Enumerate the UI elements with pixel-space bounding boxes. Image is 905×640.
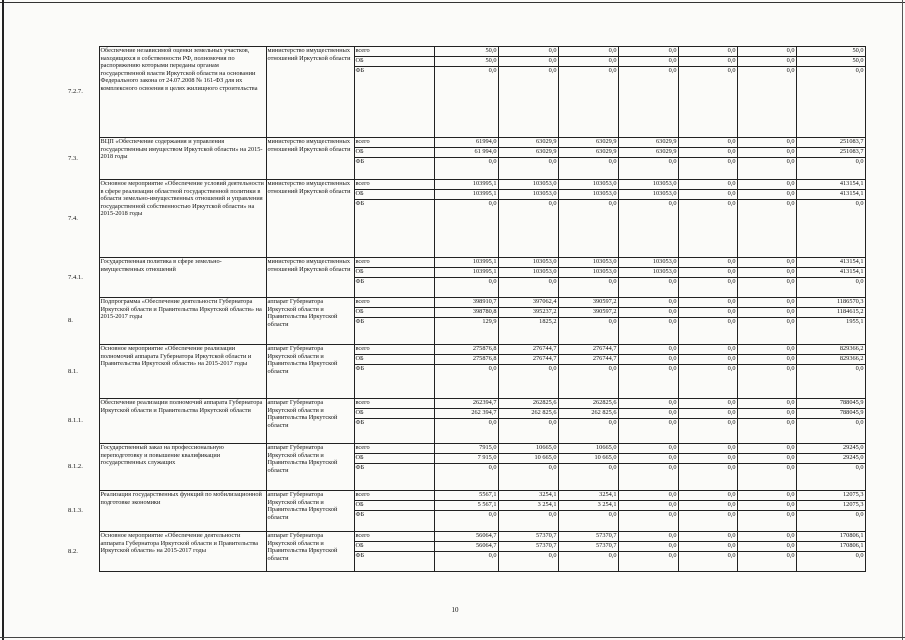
funding-source: всего	[354, 138, 434, 148]
value-cell: 0,0	[737, 190, 796, 200]
value-total: 29245,0	[796, 444, 865, 454]
row-executor: аппарат Губернатора Иркутской области и Правительства Иркутской области	[266, 491, 354, 532]
value-cell: 390597,2	[558, 308, 618, 318]
value-cell: 103053,0	[558, 258, 618, 268]
value-cell: 63029,9	[618, 138, 678, 148]
funding-source: ОБ	[354, 501, 434, 511]
value-cell: 103053,0	[558, 180, 618, 190]
value-total: 829366,2	[796, 355, 865, 365]
funding-source: ФБ	[354, 552, 434, 572]
value-cell: 275876,8	[434, 345, 498, 355]
value-cell: 63029,9	[618, 148, 678, 158]
value-cell: 0,0	[618, 47, 678, 57]
value-cell: 0,0	[618, 501, 678, 511]
funding-source: ФБ	[354, 67, 434, 138]
value-cell: 0,0	[678, 158, 737, 180]
funding-source: всего	[354, 180, 434, 190]
funding-source: ОБ	[354, 148, 434, 158]
value-cell: 0,0	[737, 532, 796, 542]
value-cell: 0,0	[737, 278, 796, 298]
value-cell: 0,0	[678, 67, 737, 138]
value-cell: 0,0	[678, 355, 737, 365]
scan-edge-top	[0, 2, 905, 3]
row-code: 8.1.1.	[89, 399, 99, 444]
value-cell: 0,0	[618, 464, 678, 491]
value-cell: 0,0	[434, 158, 498, 180]
funding-source: всего	[354, 399, 434, 409]
value-cell: 0,0	[618, 308, 678, 318]
value-cell: 7 915,0	[434, 454, 498, 464]
row-code: 8.	[89, 298, 99, 345]
value-cell: 0,0	[618, 67, 678, 138]
row-name: Основное мероприятие «Обеспечение деятельности аппарата Губернатора Иркутской области и Правительства Иркутской области» на 2015-2017 годы	[99, 532, 266, 572]
row-executor: аппарат Губернатора Иркутской области и Правительства Иркутской области	[266, 298, 354, 345]
value-cell: 5567,1	[434, 491, 498, 501]
value-cell: 103995,1	[434, 180, 498, 190]
value-cell: 262 825,6	[558, 409, 618, 419]
value-cell: 0,0	[434, 511, 498, 532]
value-cell: 0,0	[618, 318, 678, 345]
value-cell: 7915,0	[434, 444, 498, 454]
value-cell: 0,0	[678, 511, 737, 532]
value-cell: 0,0	[678, 444, 737, 454]
value-cell: 0,0	[558, 365, 618, 399]
row-name: ВЦП «Обеспечение содержания и управления государственным имуществом Иркутской области» на 2015-2018 годы	[99, 138, 266, 180]
value-cell: 262 825,6	[498, 409, 558, 419]
value-cell: 0,0	[737, 200, 796, 258]
value-cell: 262394,7	[434, 399, 498, 409]
value-cell: 276744,7	[498, 345, 558, 355]
table-row	[89, 444, 865, 454]
value-cell: 0,0	[558, 200, 618, 258]
funding-source: всего	[354, 444, 434, 454]
value-cell: 50,0	[434, 57, 498, 67]
value-cell: 0,0	[737, 444, 796, 454]
value-cell: 3254,1	[558, 491, 618, 501]
value-cell: 0,0	[737, 454, 796, 464]
value-cell: 0,0	[558, 158, 618, 180]
row-code: 8.1.	[89, 345, 99, 399]
value-cell: 0,0	[737, 298, 796, 308]
value-cell: 0,0	[737, 158, 796, 180]
value-cell: 57370,7	[558, 532, 618, 542]
value-cell: 0,0	[618, 365, 678, 399]
value-total: 829366,2	[796, 345, 865, 355]
value-cell: 56064,7	[434, 542, 498, 552]
value-cell: 0,0	[618, 454, 678, 464]
value-cell: 103053,0	[498, 258, 558, 268]
funding-source: всего	[354, 298, 434, 308]
value-total: 1186570,3	[796, 298, 865, 308]
value-cell: 3254,1	[498, 491, 558, 501]
value-cell: 0,0	[558, 318, 618, 345]
value-cell: 0,0	[434, 552, 498, 572]
value-cell: 0,0	[678, 138, 737, 148]
value-cell: 63029,9	[558, 138, 618, 148]
row-executor: аппарат Губернатора Иркутской области и Правительства Иркутской области	[266, 345, 354, 399]
value-cell: 262825,6	[498, 399, 558, 409]
value-cell: 0,0	[678, 148, 737, 158]
value-cell: 0,0	[678, 345, 737, 355]
value-cell: 0,0	[678, 501, 737, 511]
funding-source: ОБ	[354, 308, 434, 318]
value-cell: 0,0	[498, 552, 558, 572]
value-cell: 103053,0	[618, 258, 678, 268]
value-cell: 10665,0	[558, 444, 618, 454]
value-cell: 0,0	[618, 158, 678, 180]
table-row	[89, 399, 865, 409]
value-cell: 0,0	[737, 148, 796, 158]
value-cell: 103053,0	[498, 190, 558, 200]
value-cell: 103053,0	[558, 190, 618, 200]
value-cell: 0,0	[498, 365, 558, 399]
row-name: Основное мероприятие «Обеспечение условий деятельности в сфере реализации областной государственной политики в области земельно-имущественных отношений и управления государственной собственностью Иркутской области» на 2015-2018 годы	[99, 180, 266, 258]
value-cell: 0,0	[737, 419, 796, 444]
funding-source: ОБ	[354, 542, 434, 552]
value-cell: 57370,7	[558, 542, 618, 552]
value-cell: 103053,0	[558, 268, 618, 278]
value-cell: 0,0	[678, 47, 737, 57]
table-row	[89, 138, 865, 148]
table-row	[89, 298, 865, 308]
value-cell: 0,0	[737, 308, 796, 318]
value-total: 788045,9	[796, 409, 865, 419]
table-row	[89, 180, 865, 190]
funding-source: ОБ	[354, 190, 434, 200]
row-executor: министерство имущественных отношений Иркутской области	[266, 258, 354, 298]
page-number: 10	[451, 606, 459, 614]
value-total: 413154,1	[796, 268, 865, 278]
row-executor: аппарат Губернатора Иркутской области и Правительства Иркутской области	[266, 444, 354, 491]
value-cell: 103053,0	[498, 180, 558, 190]
row-code: 8.1.2.	[89, 444, 99, 491]
funding-source: ФБ	[354, 278, 434, 298]
value-cell: 0,0	[737, 552, 796, 572]
value-cell: 61994,0	[434, 138, 498, 148]
value-cell: 0,0	[678, 57, 737, 67]
value-total: 788045,9	[796, 399, 865, 409]
row-name: Государственный заказ на профессиональную переподготовку и повышение квалификации государственных служащих	[99, 444, 266, 491]
value-total: 0,0	[796, 67, 865, 138]
value-cell: 0,0	[678, 552, 737, 572]
value-cell: 0,0	[678, 532, 737, 542]
value-total: 413154,1	[796, 258, 865, 268]
row-name: Реализация государственных функций по мобилизационной подготовке экономики	[99, 491, 266, 532]
table-row	[89, 258, 865, 268]
value-total: 251083,7	[796, 138, 865, 148]
value-cell: 398910,7	[434, 298, 498, 308]
value-total: 0,0	[796, 200, 865, 258]
value-cell: 0,0	[678, 491, 737, 501]
value-cell: 0,0	[678, 464, 737, 491]
value-total: 12075,3	[796, 501, 865, 511]
value-total: 0,0	[796, 365, 865, 399]
value-cell: 0,0	[618, 200, 678, 258]
value-cell: 395237,2	[498, 308, 558, 318]
value-cell: 0,0	[434, 278, 498, 298]
value-total: 29245,0	[796, 454, 865, 464]
value-total: 170806,1	[796, 542, 865, 552]
value-cell: 61 994,0	[434, 148, 498, 158]
funding-source: ОБ	[354, 268, 434, 278]
value-cell: 0,0	[618, 491, 678, 501]
funding-source: ОБ	[354, 355, 434, 365]
value-cell: 0,0	[678, 399, 737, 409]
value-total: 0,0	[796, 464, 865, 491]
funding-source: ФБ	[354, 511, 434, 532]
value-cell: 0,0	[618, 278, 678, 298]
value-cell: 10 665,0	[558, 454, 618, 464]
value-cell: 0,0	[558, 419, 618, 444]
value-cell: 0,0	[678, 308, 737, 318]
value-cell: 276744,7	[558, 355, 618, 365]
value-cell: 0,0	[558, 511, 618, 532]
value-cell: 262825,6	[558, 399, 618, 409]
value-cell: 0,0	[618, 511, 678, 532]
value-cell: 0,0	[558, 278, 618, 298]
value-cell: 0,0	[434, 419, 498, 444]
funding-source: ФБ	[354, 200, 434, 258]
value-cell: 0,0	[737, 409, 796, 419]
value-cell: 0,0	[618, 444, 678, 454]
value-cell: 57370,7	[498, 542, 558, 552]
funding-source: ФБ	[354, 318, 434, 345]
value-cell: 0,0	[737, 491, 796, 501]
value-cell: 0,0	[498, 278, 558, 298]
value-cell: 0,0	[678, 258, 737, 268]
value-cell: 103053,0	[618, 190, 678, 200]
value-cell: 0,0	[678, 298, 737, 308]
value-cell: 0,0	[678, 180, 737, 190]
value-cell: 63029,9	[498, 138, 558, 148]
budget-table	[68, 46, 866, 572]
value-cell: 103053,0	[618, 268, 678, 278]
value-cell: 50,0	[434, 47, 498, 57]
funding-source: ОБ	[354, 57, 434, 67]
value-total: 1184615,2	[796, 308, 865, 318]
value-cell: 0,0	[498, 511, 558, 532]
value-cell: 275876,8	[434, 355, 498, 365]
value-cell: 3 254,1	[558, 501, 618, 511]
value-cell: 103053,0	[498, 268, 558, 278]
value-cell: 0,0	[678, 278, 737, 298]
table-row	[89, 345, 865, 355]
value-total: 0,0	[796, 552, 865, 572]
value-cell: 276744,7	[558, 345, 618, 355]
value-cell: 0,0	[678, 542, 737, 552]
value-cell: 0,0	[618, 399, 678, 409]
value-total: 251083,7	[796, 148, 865, 158]
funding-source: всего	[354, 491, 434, 501]
row-code: 7.3.	[89, 138, 99, 180]
row-executor: министерство имущественных отношений Иркутской области	[266, 180, 354, 258]
value-cell: 0,0	[558, 464, 618, 491]
value-cell: 0,0	[737, 345, 796, 355]
value-cell: 398780,8	[434, 308, 498, 318]
value-cell: 0,0	[618, 345, 678, 355]
value-cell: 0,0	[558, 67, 618, 138]
value-cell: 397062,4	[498, 298, 558, 308]
scan-edge-left	[2, 0, 4, 640]
value-cell: 129,9	[434, 318, 498, 345]
funding-source: ФБ	[354, 158, 434, 180]
value-cell: 0,0	[434, 365, 498, 399]
funding-source: всего	[354, 258, 434, 268]
value-cell: 0,0	[737, 318, 796, 345]
value-cell: 0,0	[678, 318, 737, 345]
value-cell: 0,0	[737, 67, 796, 138]
funding-source: ФБ	[354, 365, 434, 399]
row-name: Подпрограмма «Обеспечение деятельности Губернатора Иркутской области и Правительства Иркутской области» на 2015-2017 годы	[99, 298, 266, 345]
table-row	[89, 491, 865, 501]
value-cell: 390597,2	[558, 298, 618, 308]
value-cell: 5 567,1	[434, 501, 498, 511]
scan-edge-right	[902, 0, 903, 640]
value-cell: 0,0	[498, 47, 558, 57]
value-cell: 0,0	[618, 355, 678, 365]
value-cell: 0,0	[498, 57, 558, 67]
row-code: 8.1.3.	[89, 491, 99, 532]
value-cell: 57370,7	[498, 532, 558, 542]
value-cell: 0,0	[678, 419, 737, 444]
value-cell: 0,0	[498, 158, 558, 180]
value-total: 0,0	[796, 278, 865, 298]
row-executor: аппарат Губернатора Иркутской области и Правительства Иркутской области	[266, 399, 354, 444]
value-total: 12075,3	[796, 491, 865, 501]
value-cell: 0,0	[434, 464, 498, 491]
value-total: 0,0	[796, 158, 865, 180]
row-name: Основное мероприятие «Обеспечение реализации полномочий аппарата Губернатора Иркутской области и Правительства Иркутской области» на 2015-2017 годы	[99, 345, 266, 399]
funding-source: ОБ	[354, 409, 434, 419]
value-cell: 0,0	[737, 399, 796, 409]
value-cell: 0,0	[498, 464, 558, 491]
value-total: 413154,1	[796, 190, 865, 200]
table-body	[68, 47, 865, 572]
value-cell: 0,0	[618, 57, 678, 67]
value-cell: 0,0	[618, 532, 678, 542]
row-executor: министерство имущественных отношений Иркутской области	[266, 47, 354, 138]
value-cell: 1825,2	[498, 318, 558, 345]
value-cell: 10 665,0	[498, 454, 558, 464]
value-cell: 0,0	[737, 365, 796, 399]
row-code: 8.2.	[89, 532, 99, 572]
value-cell: 103995,1	[434, 190, 498, 200]
value-cell: 10665,0	[498, 444, 558, 454]
value-cell: 0,0	[737, 268, 796, 278]
value-cell: 0,0	[558, 57, 618, 67]
value-cell: 103053,0	[618, 180, 678, 190]
funding-source: всего	[354, 47, 434, 57]
value-cell: 56064,7	[434, 532, 498, 542]
value-cell: 0,0	[678, 268, 737, 278]
row-code: 7.4.	[89, 180, 99, 258]
value-cell: 0,0	[737, 511, 796, 532]
row-code: 7.4.1.	[89, 258, 99, 298]
value-total: 50,0	[796, 47, 865, 57]
value-cell: 103995,1	[434, 258, 498, 268]
value-cell: 0,0	[737, 501, 796, 511]
funding-source: ФБ	[354, 464, 434, 491]
value-cell: 103995,1	[434, 268, 498, 278]
value-cell: 3 254,1	[498, 501, 558, 511]
value-cell: 0,0	[737, 355, 796, 365]
funding-source: ОБ	[354, 454, 434, 464]
value-total: 0,0	[796, 511, 865, 532]
value-cell: 0,0	[678, 454, 737, 464]
row-name: Обеспечение реализации полномочий аппарата Губернатора Иркутской области и Правительства Иркутской области	[99, 399, 266, 444]
value-total: 1955,1	[796, 318, 865, 345]
row-name: Государственная политика в сфере земельно-имущественных отношений	[99, 258, 266, 298]
table-row	[89, 532, 865, 542]
value-cell: 276744,7	[498, 355, 558, 365]
funding-source: всего	[354, 345, 434, 355]
value-cell: 0,0	[737, 464, 796, 491]
row-executor: министерство имущественных отношений Иркутской области	[266, 138, 354, 180]
value-cell: 0,0	[737, 258, 796, 268]
value-cell: 0,0	[498, 419, 558, 444]
value-cell: 0,0	[434, 67, 498, 138]
value-cell: 0,0	[618, 409, 678, 419]
row-name: Обеспечение независимой оценки земельных участков, находящихся в собственности РФ, полномочия по распоряжению которыми переданы органам государственной власти Иркутской области на основании Федерального закона от 24.07.2008 № 161-ФЗ для их комплексного освоения в целях жилищного строительства	[99, 47, 266, 138]
value-cell: 0,0	[737, 180, 796, 190]
value-cell: 0,0	[737, 542, 796, 552]
value-cell: 0,0	[498, 67, 558, 138]
row-executor: аппарат Губернатора Иркутской области и Правительства Иркутской области	[266, 532, 354, 572]
scan-edge-bottom	[0, 637, 905, 638]
value-cell: 0,0	[737, 138, 796, 148]
value-cell: 0,0	[678, 200, 737, 258]
value-cell: 0,0	[678, 365, 737, 399]
value-cell: 63029,9	[558, 148, 618, 158]
value-cell: 0,0	[618, 542, 678, 552]
funding-source: всего	[354, 532, 434, 542]
value-cell: 0,0	[558, 47, 618, 57]
value-cell: 0,0	[618, 552, 678, 572]
value-cell: 0,0	[618, 298, 678, 308]
value-total: 170806,1	[796, 532, 865, 542]
value-cell: 0,0	[498, 200, 558, 258]
value-cell: 63029,9	[498, 148, 558, 158]
value-cell: 262 394,7	[434, 409, 498, 419]
value-total: 50,0	[796, 57, 865, 67]
funding-source: ФБ	[354, 419, 434, 444]
value-cell: 0,0	[737, 47, 796, 57]
value-cell: 0,0	[558, 552, 618, 572]
table-row	[89, 47, 865, 57]
value-cell: 0,0	[737, 57, 796, 67]
value-total: 0,0	[796, 419, 865, 444]
value-cell: 0,0	[678, 190, 737, 200]
value-cell: 0,0	[678, 409, 737, 419]
value-cell: 0,0	[618, 419, 678, 444]
value-total: 413154,1	[796, 180, 865, 190]
row-code: 7.2.7.	[89, 47, 99, 138]
value-cell: 0,0	[434, 200, 498, 258]
